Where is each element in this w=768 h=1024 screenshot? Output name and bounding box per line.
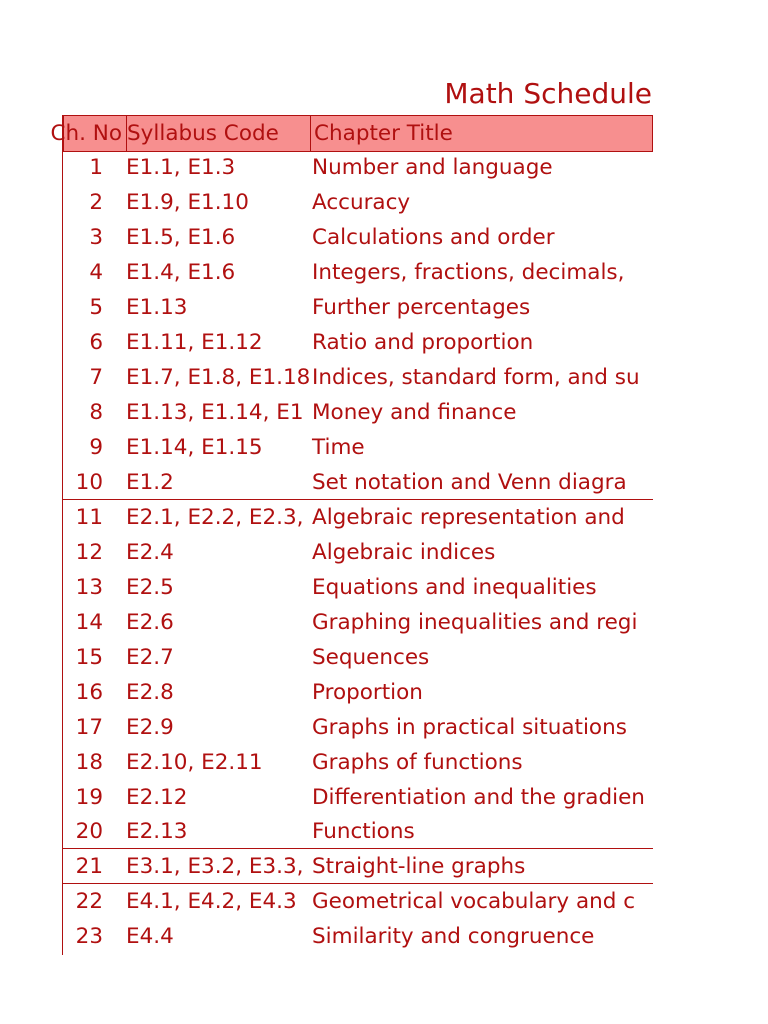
table-row[interactable] xyxy=(63,255,653,290)
cell-chapter-title: Equations and inequalities xyxy=(312,575,597,600)
cell-syllabus-code: E3.1, E3.2, E3.3, xyxy=(126,854,304,879)
cell-syllabus-code: E4.1, E4.2, E4.3 xyxy=(126,889,297,914)
cell-chapter-title: Indices, standard form, and su xyxy=(312,365,640,390)
cell-chapter-title: Algebraic representation and xyxy=(312,505,625,530)
table-row[interactable] xyxy=(63,395,653,430)
cell-ch-no: 16 xyxy=(75,680,103,705)
cell-ch-no: 9 xyxy=(89,435,103,460)
cell-syllabus-code: E2.9 xyxy=(126,715,174,740)
cell-chapter-title: Money and finance xyxy=(312,400,517,425)
cell-syllabus-code: E1.5, E1.6 xyxy=(126,225,236,250)
cell-syllabus-code: E2.10, E2.11 xyxy=(126,750,263,775)
cell-ch-no: 2 xyxy=(89,190,103,215)
cell-chapter-title: Calculations and order xyxy=(312,225,555,250)
table-row[interactable] xyxy=(63,814,653,849)
cell-chapter-title: Graphing inequalities and regi xyxy=(312,610,638,635)
cell-ch-no: 22 xyxy=(75,889,103,914)
cell-syllabus-code: E1.9, E1.10 xyxy=(126,190,249,215)
table-row[interactable] xyxy=(63,745,653,780)
cell-syllabus-code: E2.6 xyxy=(126,610,174,635)
table-row[interactable] xyxy=(63,325,653,360)
cell-ch-no: 6 xyxy=(89,330,103,355)
cell-syllabus-code: E2.1, E2.2, E2.3, xyxy=(126,505,304,530)
cell-syllabus-code: E1.13 xyxy=(126,295,188,320)
page-title: Math Schedule xyxy=(444,77,652,110)
cell-syllabus-code: E1.13, E1.14, E1 xyxy=(126,400,304,425)
cell-chapter-title: Time xyxy=(312,435,365,460)
cell-syllabus-code: E2.13 xyxy=(126,819,188,844)
cell-ch-no: 11 xyxy=(75,505,103,530)
cell-ch-no: 7 xyxy=(89,365,103,390)
cell-syllabus-code: E1.1, E1.3 xyxy=(126,155,236,180)
table-row[interactable] xyxy=(63,150,653,185)
cell-chapter-title: Further percentages xyxy=(312,295,531,320)
cell-chapter-title: Functions xyxy=(312,819,415,844)
column-header-ch-no[interactable]: Ch. No xyxy=(60,116,127,151)
cell-chapter-title: Sequences xyxy=(312,645,430,670)
schedule-table xyxy=(50,115,653,955)
cell-ch-no: 8 xyxy=(89,400,103,425)
cell-chapter-title: Graphs of functions xyxy=(312,750,523,775)
cell-chapter-title: Integers, fractions, decimals, xyxy=(312,260,625,285)
cell-ch-no: 10 xyxy=(75,470,103,495)
table-row[interactable] xyxy=(63,848,653,884)
cell-ch-no: 4 xyxy=(89,260,103,285)
cell-ch-no: 15 xyxy=(75,645,103,670)
cell-syllabus-code: E2.7 xyxy=(126,645,174,670)
table-row[interactable] xyxy=(63,220,653,255)
table-row[interactable] xyxy=(63,185,653,220)
cell-ch-no: 13 xyxy=(75,575,103,600)
cell-chapter-title: Proportion xyxy=(312,680,423,705)
cell-syllabus-code: E2.4 xyxy=(126,540,174,565)
cell-syllabus-code: E1.2 xyxy=(126,470,174,495)
table-row[interactable] xyxy=(63,465,653,500)
cell-ch-no: 3 xyxy=(89,225,103,250)
cell-chapter-title: Differentiation and the gradien xyxy=(312,785,645,810)
cell-ch-no: 19 xyxy=(75,785,103,810)
cell-ch-no: 21 xyxy=(75,854,103,879)
cell-ch-no: 17 xyxy=(75,715,103,740)
cell-chapter-title: Set notation and Venn diagra xyxy=(312,470,627,495)
table-row[interactable] xyxy=(63,640,653,675)
table-header-row xyxy=(50,115,653,152)
cell-syllabus-code: E2.12 xyxy=(126,785,188,810)
cell-syllabus-code: E1.7, E1.8, E1.18 xyxy=(126,365,311,390)
cell-chapter-title: Number and language xyxy=(312,155,553,180)
cell-ch-no: 1 xyxy=(89,155,103,180)
table-row[interactable] xyxy=(63,605,653,640)
cell-ch-no: 23 xyxy=(75,924,103,949)
column-header-chapter-title[interactable]: Chapter Title xyxy=(314,121,453,146)
cell-chapter-title: Graphs in practical situations xyxy=(312,715,627,740)
cell-chapter-title: Ratio and proportion xyxy=(312,330,534,355)
column-header-syllabus-code[interactable]: Syllabus Code xyxy=(126,116,311,151)
cell-syllabus-code: E1.11, E1.12 xyxy=(126,330,263,355)
cell-chapter-title: Algebraic indices xyxy=(312,540,496,565)
table-row[interactable] xyxy=(63,430,653,465)
table-row[interactable] xyxy=(63,675,653,710)
cell-ch-no: 5 xyxy=(89,295,103,320)
cell-chapter-title: Similarity and congruence xyxy=(312,924,595,949)
cell-syllabus-code: E1.14, E1.15 xyxy=(126,435,263,460)
table-row[interactable] xyxy=(63,570,653,605)
table-row[interactable] xyxy=(63,499,653,535)
table-row[interactable] xyxy=(63,535,653,570)
cell-chapter-title: Geometrical vocabulary and c xyxy=(312,889,636,914)
table-row[interactable] xyxy=(63,883,653,919)
table-row[interactable] xyxy=(63,919,653,954)
cell-syllabus-code: E2.8 xyxy=(126,680,174,705)
cell-syllabus-code: E4.4 xyxy=(126,924,174,949)
table-row[interactable] xyxy=(63,360,653,395)
cell-ch-no: 12 xyxy=(75,540,103,565)
cell-chapter-title: Accuracy xyxy=(312,190,411,215)
cell-ch-no: 20 xyxy=(75,819,103,844)
table-row[interactable] xyxy=(63,710,653,745)
cell-syllabus-code: E1.4, E1.6 xyxy=(126,260,236,285)
table-row[interactable] xyxy=(63,290,653,325)
cell-syllabus-code: E2.5 xyxy=(126,575,174,600)
cell-ch-no: 18 xyxy=(75,750,103,775)
table-row[interactable] xyxy=(63,780,653,815)
cell-ch-no: 14 xyxy=(75,610,103,635)
cell-chapter-title: Straight-line graphs xyxy=(312,854,526,879)
